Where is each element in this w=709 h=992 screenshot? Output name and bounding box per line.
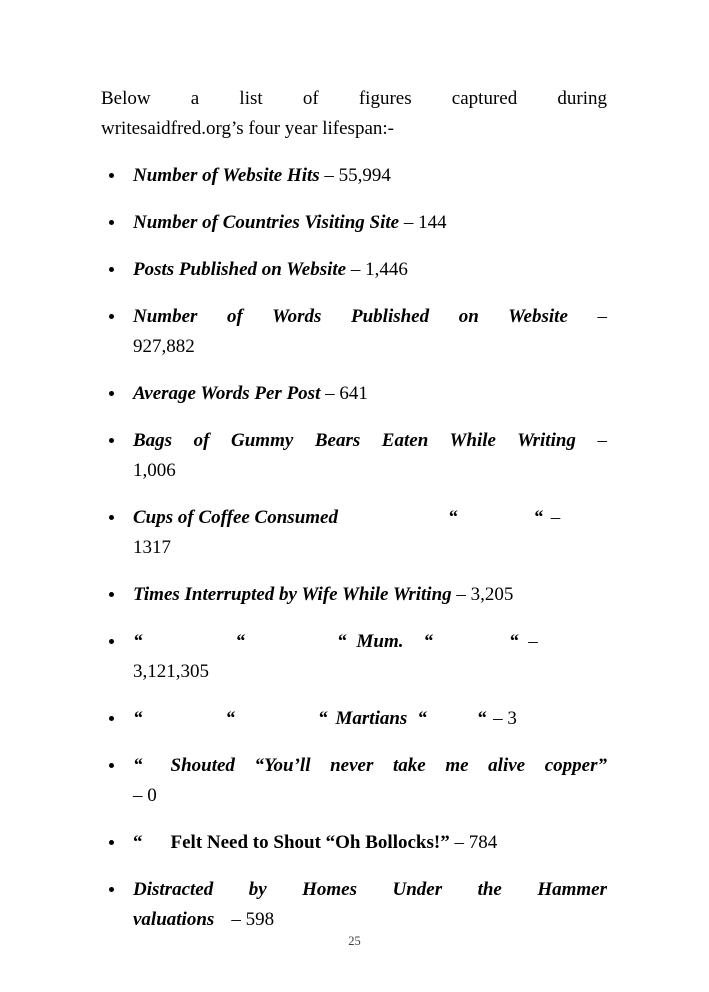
text-segment: Below a list of figures captured during [101,88,607,109]
list-item [101,580,607,610]
text-segment: Number of Website Hits [133,165,320,186]
text-segment: “ [417,708,427,729]
text-segment: Mum. [356,631,404,652]
text-line [133,302,607,332]
text-segment: – [567,306,607,327]
text-segment: – 3,205 [451,584,514,605]
bullet-icon [109,515,114,520]
text-segment: – [575,430,607,451]
text-line [133,875,607,905]
text-segment: Shouted “You’ll never take me alive copper” [170,755,607,776]
text-line [133,379,607,409]
text-segment: – 598 [231,909,275,930]
text-segment: “ [318,708,328,729]
text-line [133,580,607,610]
text-line [133,208,607,238]
text-segment: Number of Words Published on Website [133,306,568,327]
text-line [133,828,607,858]
text-line [101,114,607,144]
text-segment: 1,006 [133,460,176,481]
text-segment: “ [235,631,245,652]
intro-paragraph [101,84,607,144]
text-segment: “ [476,708,487,729]
text-segment: “ [423,631,433,652]
bullet-icon [109,716,114,721]
list-item [101,828,607,858]
text-segment: Times Interrupted by Wife While Writing [133,584,452,605]
bullet-icon [109,592,114,597]
text-segment: 1317 [133,537,171,558]
text-segment: Average Words Per Post [133,383,321,404]
document-page [101,84,607,952]
text-segment: 3,121,305 [133,661,209,682]
text-segment: valuations [133,909,215,930]
bullet-icon [109,391,114,396]
text-line [133,905,607,935]
text-segment: “ [133,631,143,652]
text-segment: Martians [335,708,408,729]
list-item [101,208,607,238]
list-item [101,875,607,935]
text-segment: “ [337,631,347,652]
text-segment: – 144 [399,212,447,233]
text-segment: “ [225,708,235,729]
text-segment: Distracted by Homes Under the Hammer [133,879,607,900]
list-item [101,503,607,563]
bullet-icon [109,267,114,272]
bullet-icon [109,639,114,644]
text-segment: Bags of Gummy Bears Eaten While Writing [133,430,576,451]
text-segment: – 3 [488,708,517,729]
text-line [133,751,607,781]
text-line [133,503,607,533]
text-line [133,657,607,687]
list-item [101,161,607,191]
text-line [133,332,607,362]
bullet-icon [109,438,114,443]
bullet-icon [109,220,114,225]
text-line [101,84,607,114]
text-segment: Number of Countries Visiting Site [133,212,400,233]
text-line [133,255,607,285]
text-segment: “ [133,708,143,729]
bullet-icon [109,314,114,319]
text-line [133,704,607,734]
list-item [101,426,607,486]
bullet-icon [109,840,114,845]
text-segment: writesaidfred.org’s four year lifespan:- [101,118,394,139]
text-segment: – 0 [133,785,157,806]
bullet-icon [109,887,114,892]
text-segment: “ [133,832,143,853]
text-segment: “ [447,507,458,528]
text-segment: “ [509,631,519,652]
list-item [101,627,607,687]
list-item [101,379,607,409]
text-segment: – 784 [449,832,498,853]
text-segment: – [523,631,538,652]
bullet-icon [109,763,114,768]
text-line [133,627,607,657]
text-segment: – 641 [320,383,368,404]
text-segment: – 55,994 [319,165,391,186]
text-segment: “ [133,755,143,776]
list-item [101,751,607,811]
page-number: 25 [348,934,361,948]
text-segment: 927,882 [133,336,195,357]
text-segment: Cups of Coffee Consumed [133,507,338,528]
list-item [101,302,607,362]
text-line [133,426,607,456]
text-line [133,456,607,486]
text-segment: – 1,446 [346,259,408,280]
text-segment: Felt Need to Shout “Oh Bollocks!” [170,832,450,853]
text-line [133,533,607,563]
bullet-icon [109,173,114,178]
text-line [133,161,607,191]
list-item [101,255,607,285]
text-segment: “ [533,507,543,528]
text-segment: – [545,507,561,528]
list-item [101,704,607,734]
text-line [133,781,607,811]
figures-list [101,161,607,935]
text-segment: Posts Published on Website [133,259,347,280]
